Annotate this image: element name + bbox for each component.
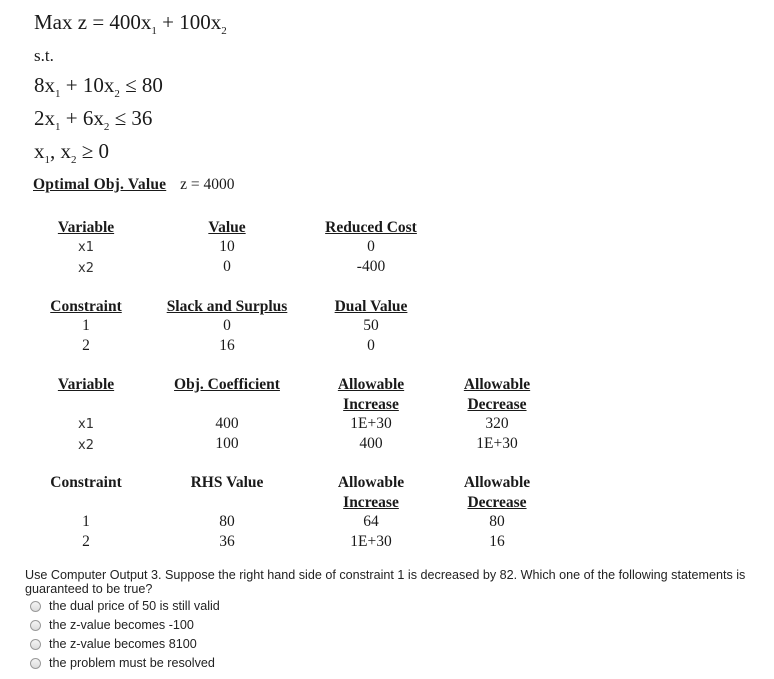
table-cell: 16 — [489, 533, 505, 550]
question-text: Use Computer Output 3. Suppose the right hand side of constraint 1 is decreased by 82. Which one of the following statements is guaranteed to be true? — [25, 568, 746, 596]
table1-header-variable: Variable — [57, 219, 115, 236]
table2-header-slack: Slack and Surplus — [166, 298, 288, 315]
table-cell: 400 — [215, 415, 239, 432]
answer-option-3[interactable] — [30, 637, 197, 651]
table-cell: 0 — [223, 317, 231, 334]
table3-header-increase: Increase — [343, 396, 399, 413]
table-cell: 80 — [219, 513, 235, 530]
table-cell: 0 — [223, 258, 231, 275]
table4-header-increase: Increase — [343, 494, 399, 511]
answer-option-4[interactable] — [30, 656, 215, 670]
table2-header-constraint: Constraint — [50, 298, 122, 315]
table-cell: 100 — [215, 435, 239, 452]
table-cell: x1 — [78, 417, 94, 432]
table-cell: 1 — [82, 513, 90, 530]
answer-option-label: the z-value becomes -100 — [49, 618, 194, 632]
table4-header-allowable: Allowable — [337, 474, 405, 491]
table-cell: 320 — [485, 415, 509, 432]
table-cell: x2 — [78, 261, 94, 276]
constraint-2-formula: $2x_1 + 6x_2 \le 36$ — [34, 106, 153, 133]
table3-header-allowable: Allowable — [463, 376, 531, 393]
table4-header-decrease: Decrease — [467, 494, 527, 511]
optimal-objective-value — [33, 176, 234, 194]
table-cell: 0 — [367, 238, 375, 255]
subject-to-label: s.t. — [34, 46, 54, 65]
table-cell: 1E+30 — [476, 435, 518, 452]
table4-header-constraint: Constraint — [50, 474, 122, 491]
table-cell: 1 — [82, 317, 90, 334]
table-cell: 64 — [363, 513, 379, 530]
table-cell: 16 — [219, 337, 235, 354]
table-cell: x2 — [78, 438, 94, 453]
answer-option-1[interactable] — [30, 599, 220, 613]
constraint-1-formula: $8x_1 + 10x_2 \le 80$ — [34, 73, 163, 100]
objective-function: Max $z = 400x_1 + 100x_2$ — [34, 10, 227, 37]
table3-header-obj-coefficient: Obj. Coefficient — [174, 376, 280, 393]
table-cell: 0 — [367, 337, 375, 354]
table1-header-reduced-cost: Reduced Cost — [325, 219, 417, 236]
answer-option-label: the dual price of 50 is still valid — [49, 599, 220, 613]
answer-option-label: the z-value becomes 8100 — [49, 637, 197, 651]
table-cell: 36 — [219, 533, 235, 550]
answer-option-2[interactable] — [30, 618, 194, 632]
table4-header-allowable: Allowable — [463, 474, 531, 491]
table-cell: 400 — [359, 435, 383, 452]
answer-option-label: the problem must be resolved — [49, 656, 215, 670]
radio-button[interactable] — [30, 620, 41, 631]
table3-header-decrease: Decrease — [467, 396, 527, 413]
table-cell: 50 — [363, 317, 379, 334]
table-cell: 1E+30 — [350, 415, 392, 432]
table1-header-value: Value — [208, 219, 246, 236]
optimal-value-label: Optimal Obj. Value — [33, 176, 167, 193]
table4-header-rhs-value: RHS Value — [190, 474, 264, 491]
optimal-value: z = 4000 — [180, 176, 235, 193]
table-cell: x1 — [78, 240, 94, 255]
table2-header-dual-value: Dual Value — [334, 298, 408, 315]
table-cell: -400 — [356, 258, 386, 275]
radio-button[interactable] — [30, 639, 41, 650]
table3-header-variable: Variable — [57, 376, 115, 393]
table3-header-allowable: Allowable — [337, 376, 405, 393]
table-cell: 2 — [82, 533, 90, 550]
table-cell: 1E+30 — [350, 533, 392, 550]
nonnegativity-formula: $x_1$, $x_2 \ge 0$ — [34, 139, 110, 166]
table-cell: 80 — [489, 513, 505, 530]
radio-button[interactable] — [30, 601, 41, 612]
radio-button[interactable] — [30, 658, 41, 669]
table-cell: 10 — [219, 238, 235, 255]
table-cell: 2 — [82, 337, 90, 354]
